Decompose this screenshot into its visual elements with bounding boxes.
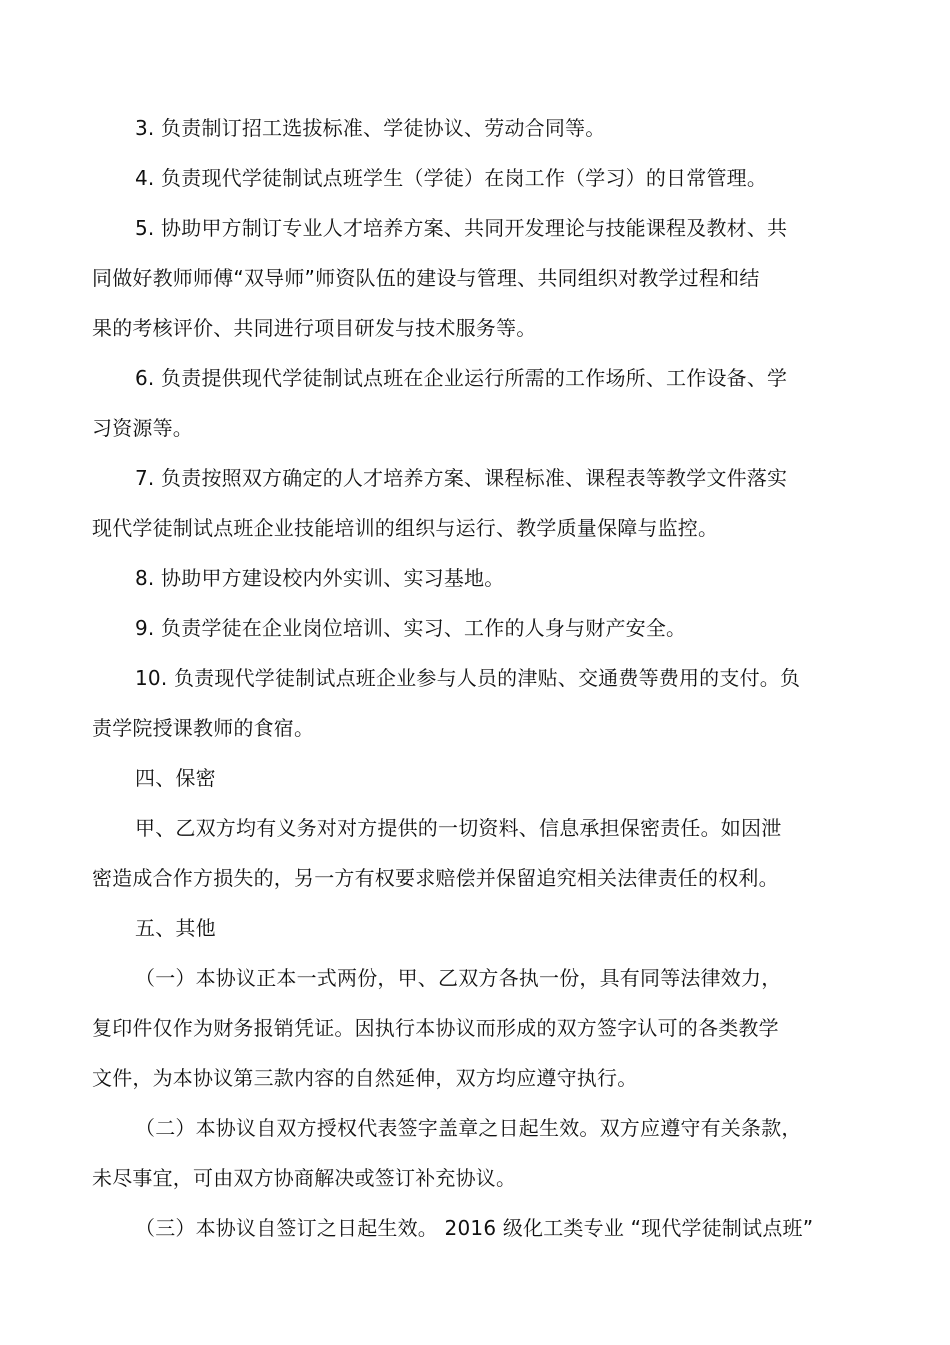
text-line: 文件，为本协议第三款内容的自然延伸，双方均应遵守执行。 <box>92 1066 638 1090</box>
text-line: （三）本协议自签订之日起生效。 2016 级化工类专业 “现代学徒制试点班” <box>135 1216 814 1240</box>
text-line: 密造成合作方损失的，另一方有权要求赔偿并保留追究相关法律责任的权利。 <box>92 866 779 890</box>
text-line: 责学院授课教师的食宿。 <box>92 716 315 740</box>
text-line: 6. 负责提供现代学徒制试点班在企业运行所需的工作场所、工作设备、学 <box>135 366 788 390</box>
text-line: 复印件仅作为财务报销凭证。因执行本协议而形成的双方签字认可的各类教学 <box>92 1016 779 1040</box>
text-line: 3. 负责制订招工选拔标准、学徒协议、劳动合同等。 <box>135 116 606 140</box>
text-line: （二）本协议自双方授权代表签字盖章之日起生效。双方应遵守有关条款， <box>135 1116 802 1140</box>
text-line: 9. 负责学徒在企业岗位培训、实习、工作的人身与财产安全。 <box>135 616 687 640</box>
text-line: 甲、乙双方均有义务对对方提供的一切资料、信息承担保密责任。如因泄 <box>135 816 782 840</box>
text-line: 同做好教师师傅“双导师”师资队伍的建设与管理、共同组织对教学过程和结 <box>92 266 760 290</box>
text-line: 果的考核评价、共同进行项目研发与技术服务等。 <box>92 316 537 340</box>
text-line: 5. 协助甲方制订专业人才培养方案、共同开发理论与技能课程及教材、共 <box>135 216 788 240</box>
text-line: （一）本协议正本一式两份，甲、乙双方各执一份，具有同等法律效力， <box>135 966 782 990</box>
text-line: 4. 负责现代学徒制试点班学生（学徒）在岗工作（学习）的日常管理。 <box>135 166 768 190</box>
section-heading: 四、保密 <box>135 766 216 790</box>
section-heading: 五、其他 <box>135 916 216 940</box>
text-line: 现代学徒制试点班企业技能培训的组织与运行、教学质量保障与监控。 <box>92 516 719 540</box>
text-line: 未尽事宜，可由双方协商解决或签订补充协议。 <box>92 1166 517 1190</box>
text-line: 10. 负责现代学徒制试点班企业参与人员的津贴、交通费等费用的支付。负 <box>135 666 801 690</box>
text-line: 8. 协助甲方建设校内外实训、实习基地。 <box>135 566 505 590</box>
text-line: 7. 负责按照双方确定的人才培养方案、课程标准、课程表等教学文件落实 <box>135 466 788 490</box>
text-line: 习资源等。 <box>92 416 193 440</box>
